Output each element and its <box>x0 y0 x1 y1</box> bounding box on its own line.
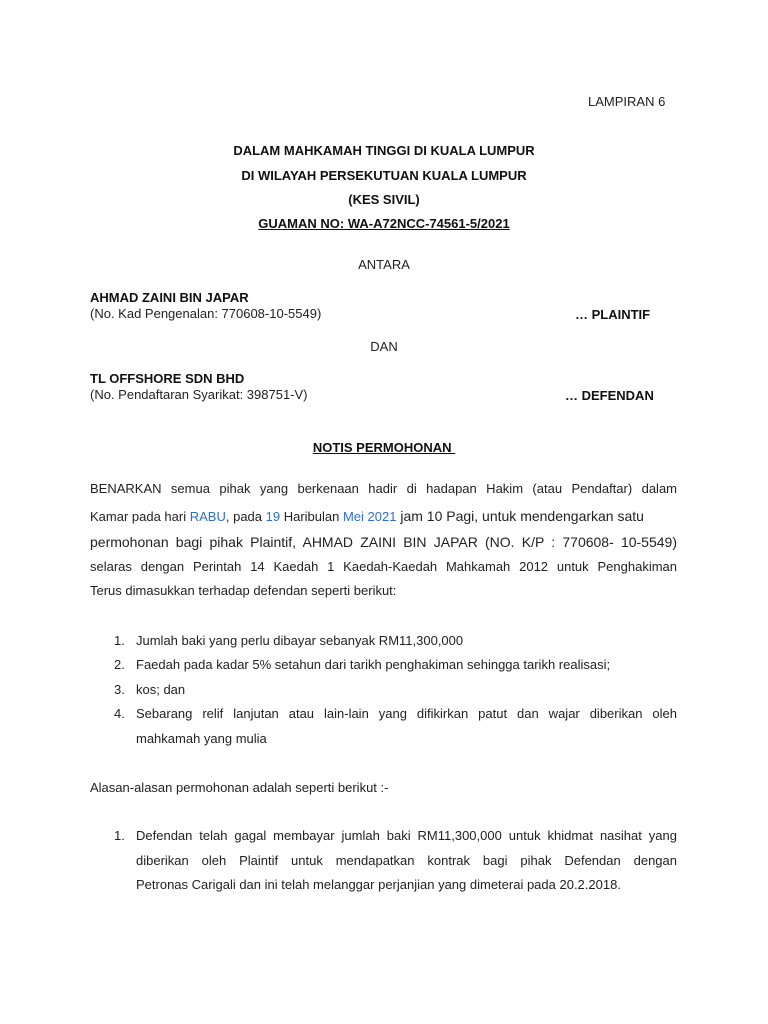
relief-item-3-number: 3. <box>114 682 125 697</box>
body-line-2-d: jam 10 Pagi, untuk mendengarkan satu <box>396 508 644 524</box>
plaintiff-role: … PLAINTIF <box>575 307 651 322</box>
hearing-month-year: Mei 2021 <box>342 509 397 524</box>
notice-title-text: NOTIS PERMOHONAN <box>312 440 456 455</box>
plaintiff-name: AHMAD ZAINI BIN JAPAR <box>90 290 249 305</box>
relief-item-4-text: Sebarang relif lanjutan atau lain-lain yang difikirkan patut dan wajar diberikan oleh <box>136 706 677 721</box>
body-line-4: selaras dengan Perintah 14 Kaedah 1 Kaedah-Kaedah Mahkamah 2012 untuk Penghakiman <box>90 559 677 574</box>
relief-item-2-number: 2. <box>114 657 125 672</box>
court-title-line2: DI WILAYAH PERSEKUTUAN KUALA LUMPUR <box>241 168 527 183</box>
grounds-item-1-line2: diberikan oleh Plaintif untuk mendapatkan kontrak bagi pihak Defendan dengan <box>136 853 677 868</box>
body-line-3: permohonan bagi pihak Plaintif, AHMAD ZAINI BIN JAPAR (NO. K/P : 770608- 10-5549) <box>90 534 677 550</box>
dan-label: DAN <box>370 339 398 354</box>
relief-item-3-text: kos; dan <box>136 682 186 697</box>
body-line-2-a: Kamar pada hari <box>90 509 190 524</box>
relief-item-4-number: 4. <box>114 706 125 721</box>
court-title-line1: DALAM MAHKAMAH TINGGI DI KUALA LUMPUR <box>233 143 535 158</box>
hearing-date: 19 <box>265 509 281 524</box>
grounds-item-1-number: 1. <box>114 828 125 843</box>
case-number <box>0 216 768 231</box>
notice-title <box>0 440 768 455</box>
hearing-day: RABU <box>189 509 226 524</box>
grounds-item-1-line3: Petronas Carigali dan ini telah melanggar perjanjian yang dimeterai pada 20.2.2018. <box>136 877 621 892</box>
case-number-text: GUAMAN NO: WA-A72NCC-74561-5/2021 <box>258 216 510 231</box>
body-line-2 <box>90 508 677 524</box>
defendant-name: TL OFFSHORE SDN BHD <box>90 371 245 386</box>
relief-item-4-text-cont: mahkamah yang mulia <box>136 731 267 746</box>
body-line-1: BENARKAN semua pihak yang berkenaan hadir di hadapan Hakim (atau Pendaftar) dalam <box>90 481 677 496</box>
relief-item-2-text: Faedah pada kadar 5% setahun dari tarikh penghakiman sehingga tarikh realisasi; <box>136 657 611 672</box>
body-line-2-b: , pada <box>225 509 266 524</box>
plaintiff-id: (No. Kad Pengenalan: 770608-10-5549) <box>90 306 322 321</box>
antara-label: ANTARA <box>358 257 410 272</box>
lampiran-label: LAMPIRAN 6 <box>588 94 666 109</box>
body-line-2-c: Haribulan <box>280 509 343 524</box>
defendant-role: … DEFENDAN <box>565 388 654 403</box>
relief-item-1-text: Jumlah baki yang perlu dibayar sebanyak RM11,300,000 <box>136 633 464 648</box>
grounds-intro: Alasan-alasan permohonan adalah seperti berikut :- <box>90 780 389 795</box>
defendant-id: (No. Pendaftaran Syarikat: 398751-V) <box>90 387 308 402</box>
case-type: (KES SIVIL) <box>348 192 420 207</box>
body-line-5: Terus dimasukkan terhadap defendan seperti berikut: <box>90 583 397 598</box>
grounds-item-1-line1: Defendan telah gagal membayar jumlah baki RM11,300,000 untuk khidmat nasihat yang <box>136 828 677 843</box>
relief-item-1-number: 1. <box>114 633 125 648</box>
